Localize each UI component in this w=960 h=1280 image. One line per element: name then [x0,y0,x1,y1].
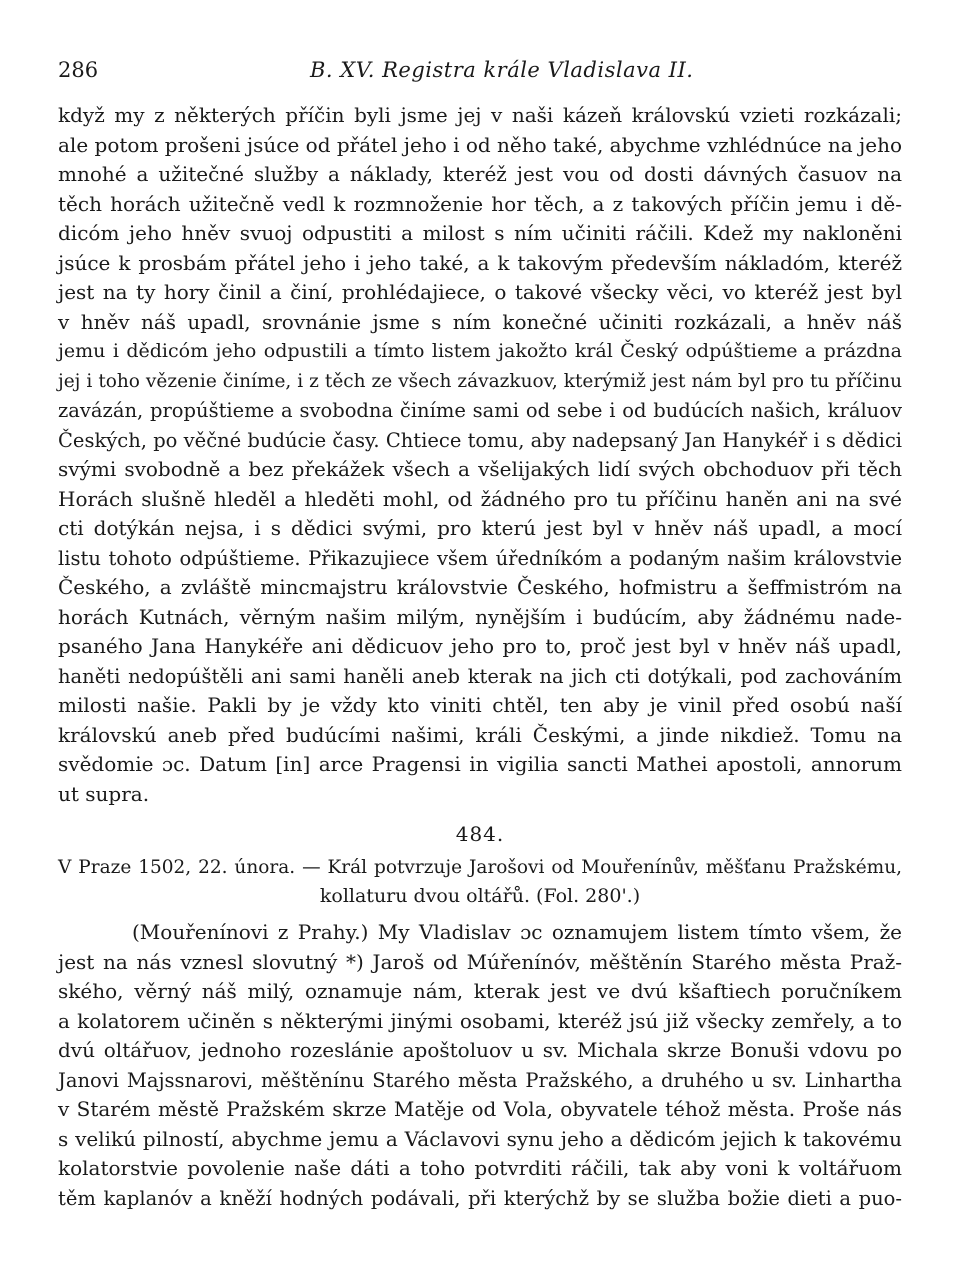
page-number: 286 [58,58,99,82]
text-line: Horách slušně hleděl a hleděti mohl, od žádného pro tu příčinu haněn ani na své [58,486,902,511]
text-line: královskú aneb před budúcími našimi, králi Českými, a jinde nikdiež. Tomu na [58,722,902,747]
text-line: jest na ty hory činil a činí, prohlédajiece, o takové všecky věci, vo kteréž jest byl [58,280,902,304]
text-line: v Starém městě Pražském skrze Matěje od Vola, obyvatele téhož města. Proše nás [58,1097,902,1121]
body-text-document-483 [58,101,902,809]
text-line: Janovi Majssnarovi, měštěnínu Starého města Pražského, a druhého u sv. Linhartha [58,1068,902,1092]
text-line: jest na nás vznesl slovutný *) Jaroš od Múřenínóv, měštěnín Starého města Praž- [58,949,902,974]
regest-line: V Praze 1502, 22. února. — Král potvrzuje Jarošovi od Mouřenínův, měšťanu Pražskému, [58,857,902,878]
text-line: když my z některých příčin byli jsme jej v naši kázeň královskú vzieti rozkázali; [58,103,902,127]
text-line: ut supra. [58,781,150,806]
text-line: jemu i dědicóm jeho odpustili a tímto listem jakožto král Český odpúštieme a prázdna [58,340,902,362]
document-number: 484. [455,822,505,846]
text-line: kolatorstvie povolenie naše dáti a toho potvrditi ráčili, tak aby voni k voltářuom [58,1156,902,1180]
text-line: svými svobodně a bez překážek všech a všelijakých lidí svých obchoduov při těch [58,457,902,481]
text-line: psaného Jana Hanykéře ani dědicuov jeho pro to, proč jest byl v hněv náš upadl, [58,634,902,658]
regest-heading [58,853,902,911]
text-line: horách Kutnách, věrným našim milým, nynějším i budúcím, aby žádnému nade- [58,604,902,629]
text-line: svědomie ɔc. Datum [in] arce Pragensi in vigilia sancti Mathei apostoli, annorum [58,752,902,776]
text-line: těch horách užitečně vedl k rozmnoženie hor těch, a z takových příčin jemu i dě- [58,191,902,216]
text-line: cti dotýkán nejsa, i s dědici svými, pro kterú jest byl v hněv náš upadl, a mocí [58,516,902,540]
text-line: listu tohoto odpúštieme. Přikazujiece všem úředníkóm a podaným našim královstvie [58,546,902,570]
text-line: v hněv náš upadl, srovnánie jsme s ním konečné učiniti rozkázali, a hněv náš [58,309,902,334]
text-line: jej i toho vězenie činíme, i z těch ze všech závazkuov, kterýmiž jest nám byl pro tu příčinu [58,370,902,392]
text-line: dicóm jeho hněv svuoj odpustiti a milost s ním učiniti ráčili. Kdež my nakloněni [58,221,902,245]
text-line: Českých, po věčné budúcie časy. Chtiece tomu, aby nadepsaný Jan Hanykéř i s dědici [58,428,902,452]
text-line: milosti našie. Pakli by je vždy kto viniti chtěl, ten aby je vinil před osobú naší [58,693,902,717]
text-line: haněti nedopúštěli ani sami haněli aneb kterak na jich cti dotýkali, pod zachováním [58,664,902,688]
regest-line: kollaturu dvou oltářů. (Fol. 280'.) [319,885,641,907]
text-line: (Mouřenínovi z Prahy.) My Vladislav ɔc oznamujem listem tímto všem, že [132,920,902,944]
text-line: Českého, a zvláště mincmajstru královstvie Českého, hofmistru a šeffmistróm na [58,575,902,599]
text-line: a kolatorem učiněn s některými jinými osobami, kteréž jsú již všecky zemřely, a to [58,1008,902,1033]
text-line: s velikú pilností, abychme jemu a Václavovi synu jeho a dědicóm jejich k takovému [58,1126,902,1151]
text-line: jsúce k prosbám přátel jeho i jeho také, a k takovým především nákladóm, kteréž [58,250,902,275]
text-line: ale potom prošeni jsúce od přátel jeho i od něho také, abychme vzhlédnúce na jeho [58,132,902,157]
text-line: zavázán, propúštieme a svobodna činíme sami od sebe i od budúcích našich, králuov [58,399,902,422]
page-header [58,58,894,88]
text-line: těm kaplanóv a kněží hodných podávali, při kterýchž by se služba božie dieti a puo- [58,1186,902,1210]
text-line: dvú oltářuov, jednoho rozeslánie apoštoluov u sv. Michala skrze Bonuši vdovu po [58,1038,902,1062]
text-line: ského, věrný náš milý, oznamuje nám, kterak jest ve dvú kšaftiech poručníkem [58,979,902,1003]
body-text-document-484 [58,918,902,1213]
running-title: B. XV. Registra krále Vladislava II. [310,58,694,82]
text-line: mnohé a užitečné služby a náklady, kteréž jest vou od dosti dávných časuov na [58,162,902,186]
